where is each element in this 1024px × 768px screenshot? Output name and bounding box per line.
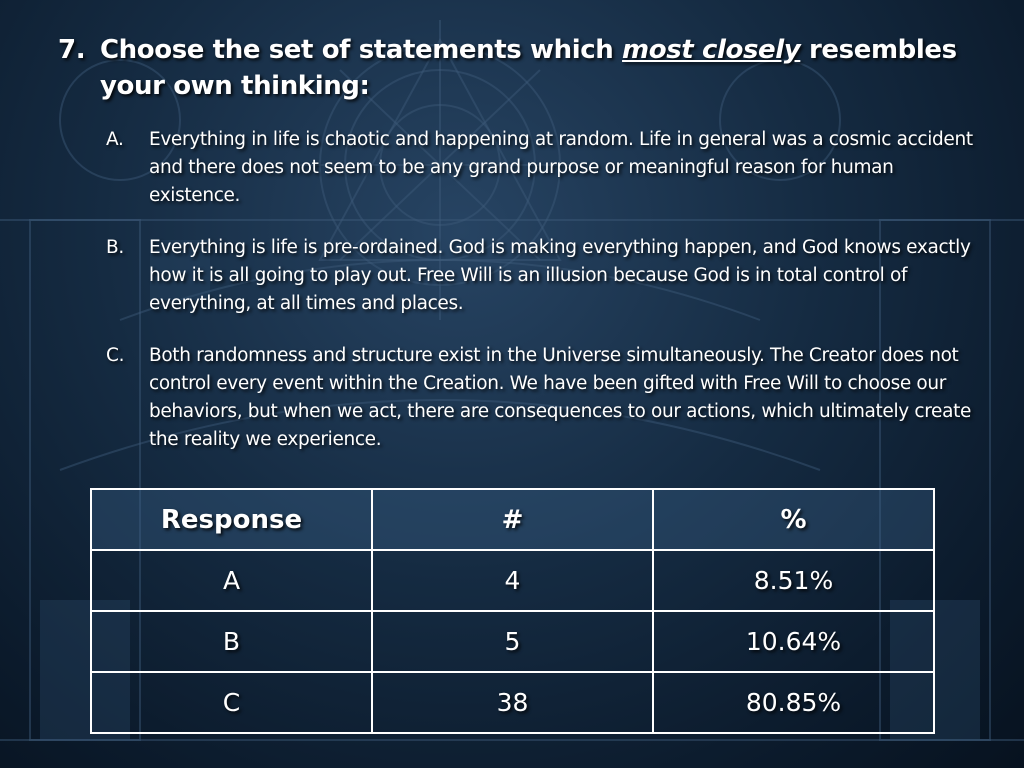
table-row — [91, 550, 934, 611]
option-a — [106, 126, 986, 210]
table-header-row — [91, 489, 934, 550]
option-letter: C. — [106, 345, 125, 366]
cell-percent: 8.51% — [653, 550, 934, 611]
option-text: Everything is life is pre-ordained. God is making everything happen, and God knows exactly how it is all going to play out. Free Will is an illusion because God is in total control of everything, at all times and places. — [149, 237, 971, 314]
header-percent: % — [653, 489, 934, 550]
option-c — [106, 342, 986, 454]
cell-percent: 10.64% — [653, 611, 934, 672]
header-response: Response — [91, 489, 372, 550]
question-number: 7. — [58, 35, 86, 65]
cell-response: B — [91, 611, 372, 672]
cell-response: A — [91, 550, 372, 611]
question-text-after: resembles your own thinking: — [100, 35, 957, 101]
option-letter: B. — [106, 237, 124, 258]
table-row — [91, 611, 934, 672]
cell-count: 5 — [372, 611, 653, 672]
option-text: Everything in life is chaotic and happening at random. Life in general was a cosmic accident and there does not seem to be any grand purpose or meaningful reason for human existence. — [149, 129, 973, 206]
header-count: # — [372, 489, 653, 550]
option-letter: A. — [106, 129, 124, 150]
option-b — [106, 234, 986, 318]
table-row — [91, 672, 934, 733]
answer-options — [106, 126, 986, 478]
question-text-before: Choose the set of statements which — [100, 35, 623, 65]
option-text: Both randomness and structure exist in the Universe simultaneously. The Creator does not control every event within the Creation. We have been gifted with Free Will to choose our behaviors, but when we act, there are consequences to our actions, which ultimately create the reality we experience. — [149, 345, 972, 450]
cell-percent: 80.85% — [653, 672, 934, 733]
results-table — [90, 488, 935, 734]
question-text — [100, 32, 980, 104]
cell-response: C — [91, 672, 372, 733]
cell-count: 4 — [372, 550, 653, 611]
question-emphasis: most closely — [622, 35, 801, 65]
cell-count: 38 — [372, 672, 653, 733]
